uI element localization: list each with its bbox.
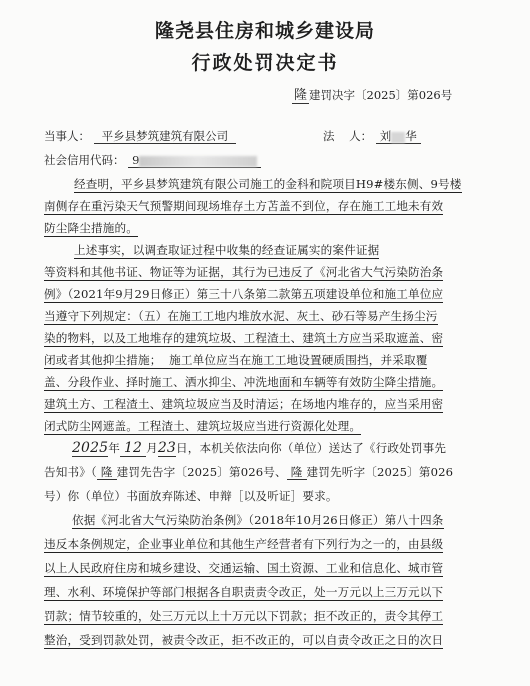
- facts-line-3: 防尘降尘措施的。: [44, 221, 138, 235]
- redaction-mark: [139, 156, 257, 167]
- credit-code-value: [128, 153, 261, 168]
- facts-line-4: 上述事实，以调查取证过程中收集的经查证属实的案件证据: [74, 243, 380, 257]
- redaction-mark: [391, 132, 405, 143]
- notice-date-month: 12: [120, 440, 146, 457]
- facts-line-11: 建筑土方、工程渣土、建筑垃圾应当及时清运；在场地内堆存的，应当采用密: [44, 397, 444, 411]
- notice-date-year: 2025: [72, 440, 109, 456]
- legal-rep-label: 法 人：: [323, 129, 373, 143]
- document-number-text: 建罚决字〔2025〕第026号: [309, 88, 453, 102]
- basis-line-6: 整治，受到罚款处罚，被责令改正，拒不改正的，可以自责令改正之日的次日: [44, 633, 444, 647]
- facts-line-1: 经查明，平乡县梦筑建筑有限公司施工的金科和院项目H9#楼东侧、9号楼: [74, 177, 462, 191]
- notice-prefix-b: 隆: [287, 465, 307, 480]
- document-number: [292, 84, 452, 103]
- notice-line-3: 号）你（单位）书面放弃陈述、申辩［以及听证］要求。: [44, 489, 338, 503]
- credit-code-row: [44, 152, 261, 168]
- legal-rep-name: [376, 129, 421, 144]
- facts-line-6: 例》（2021年9月29日修正）第三十八条第二款第五项建设单位和施工单位应: [44, 287, 444, 301]
- facts-line-7: 当遵守下列规定：（五）在施工工地内堆放水泥、灰土、砂石等易产生扬尘污: [44, 309, 438, 323]
- document-prefix: 隆: [294, 88, 308, 103]
- document-title: 行政处罚决定书: [191, 52, 339, 74]
- basis-line-4: 理、水利、环境保护等部门根据各自职责责令改正，处一万元以上三万元以下: [44, 585, 444, 599]
- party-row: [44, 128, 236, 144]
- credit-code-visible: 9: [132, 153, 140, 167]
- party-name: 平乡县梦筑建筑有限公司: [94, 129, 237, 144]
- legal-rep-row: [323, 128, 421, 144]
- facts-line-12: 闭式防尘网遮盖。工程渣土、建筑垃圾应当进行资源化处理。: [44, 419, 362, 433]
- notice-doc-a: 建罚先告字〔2025〕第026号、: [116, 465, 287, 479]
- facts-line-2: 南侧存在重污染天气预警期间现场堆存土方苫盖不到位，存在施工工地未有效: [44, 199, 444, 213]
- issuing-authority-title: 隆尧县住房和城乡建设局: [154, 20, 375, 42]
- notice-line-1: 2025年 12 月23日，本机关依法向你（单位）送达了《行政处罚事先: [72, 440, 447, 456]
- basis-line-3: 以上人民政府住房和城乡建设、交通运输、国土资源、工业和信息化、城市管: [44, 561, 444, 575]
- notice-date-day: 23: [157, 440, 176, 456]
- legal-rep-surname: 刘: [379, 129, 392, 143]
- basis-line-1: 依据《河北省大气污染防治条例》（2018年10月26日修正）第八十四条: [72, 513, 444, 527]
- basis-line-5: 罚款；情节较重的，处三万元以上十万元以下罚款；拒不改正的，责令其停工: [44, 609, 444, 623]
- notice-prefix-a: 隆: [97, 465, 117, 480]
- facts-line-5: 等资料和其他书证、物证等为证据，其行为已违反了《河北省大气污染防治条: [44, 265, 444, 279]
- facts-line-8: 染的物料，以及工地堆存的建筑垃圾、工程渣土、建筑土方应当采取遮盖、密: [44, 331, 444, 345]
- notice-line-2: 告知书》（ 隆 建罚先告字〔2025〕第026号、 隆 建罚先听字〔2025〕第026: [44, 465, 454, 479]
- facts-line-10: 盖、分段作业、择时施工、洒水抑尘、冲洗地面和车辆等有效防尘降尘措施。: [44, 375, 444, 389]
- notice-text: 本机关依法向你（单位）送达了《行政处罚事先: [199, 441, 447, 455]
- legal-rep-given: 华: [405, 129, 417, 143]
- notice-doc-b: 建罚先听字〔2025〕第026: [306, 465, 454, 479]
- facts-line-9: 闭或者其他抑尘措施； 施工单位应当在施工工地设置硬质围挡，并采取覆: [44, 353, 428, 367]
- party-label: 当事人：: [44, 129, 90, 143]
- credit-code-label: 社会信用代码：: [44, 153, 125, 167]
- basis-line-2: 违反本条例规定，企业事业单位和其他生产经营者有下列行为之一的，由县级: [44, 537, 444, 551]
